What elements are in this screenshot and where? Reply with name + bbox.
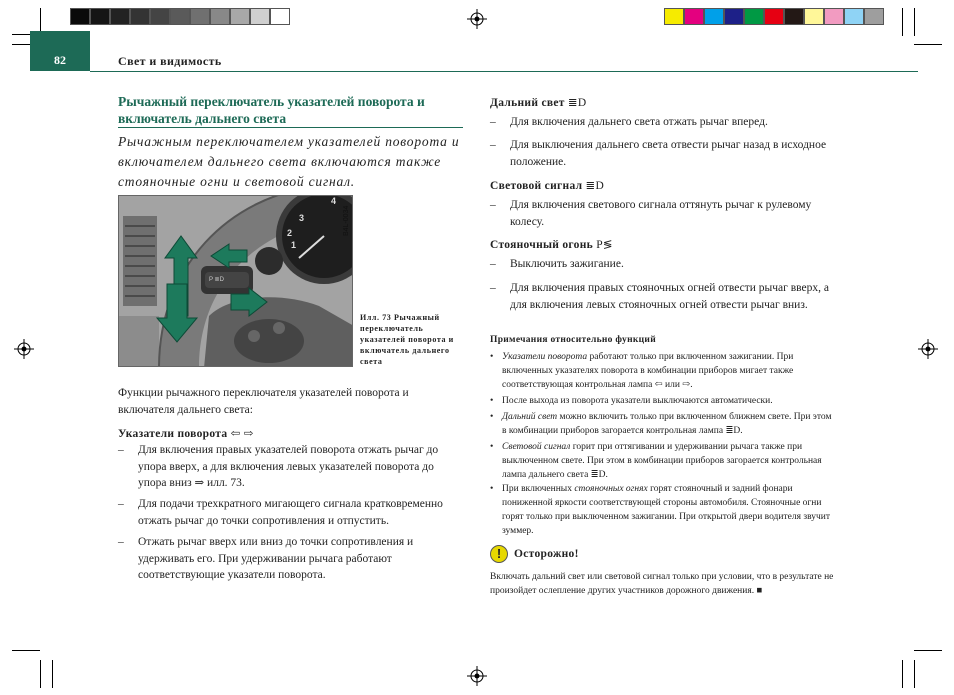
gauge-tick-label: 3 [299, 213, 305, 223]
list-item-text: Отжать рычаг вверх или вниз до точки сопротивления и удерживать его. При удерживании рычага работают соответствующие указатели поворота. [138, 536, 414, 581]
list-item-text: Для включения светового сигнала оттянуть рычаг к рулевому колесу. [510, 199, 812, 228]
color-swatch [704, 8, 724, 25]
color-swatch [130, 8, 150, 25]
svg-text:P ≣D: P ≣D [209, 277, 224, 283]
list-item: – Для включения светового сигнала оттянуть рычаг к рулевому колесу. [490, 197, 835, 231]
warning-text: Включать дальний свет или световой сигнал только при условии, что в результате не произойдет ослепление других участников дорожного движения. ■ [490, 572, 834, 596]
note-emphasis: стояночных огнях [574, 484, 648, 494]
figure-code: B4L-0034 [343, 205, 350, 236]
notes-heading: Примечания относительно функций [490, 335, 656, 345]
registration-mark-icon [918, 339, 938, 359]
list-item: – Для включения правых стояночных огней отвести рычаг вверх, а для включения левых стояночных огней отвести рычаг вниз. [490, 280, 835, 330]
list-item-text: Для включения правых указателей поворота отжать рычаг до упора вверх, а для включения левых указателей поворота до упора вниз ⇒ илл. 73. [138, 444, 439, 489]
registration-mark-icon [467, 9, 487, 29]
crop-mark [902, 660, 903, 688]
turn-signal-icon: ⇦ ⇨ [230, 428, 254, 440]
list-item-text: Для включения правых стояночных огней отвести рычаг вверх, а для включения левых стояночных огней отвести рычаг вниз. [510, 282, 830, 311]
page-number: 82 [54, 53, 66, 67]
flash-heading-text: Световой сигнал [490, 180, 583, 192]
note-item: • Световой сигнал горит при оттягивании и удерживании рычага также при выключенном свете. При этом в комбинации приборов загорается контрольная лампа дальнего света ≣D. [490, 442, 822, 480]
color-swatch [110, 8, 130, 25]
gauge-tick-label: 2 [287, 228, 293, 238]
color-swatch [804, 8, 824, 25]
note-item: • После выхода из поворота указатели выключаются автоматически. [490, 396, 773, 406]
list-item-text: Для подачи трехкратного мигающего сигнала кратковременно отжать рычаг до точки сопротивления и отпустить. [138, 498, 443, 527]
list-item: – Для выключения дальнего света отвести рычаг назад в исходное положение. [490, 137, 835, 171]
note-text: работают только при включенном зажигании. При включенных указателях поворота в комбинации приборов мигает также соответствующая контрольная лампа ⇦ или ⇨. [502, 352, 794, 390]
note-text: горят стояночный и задний фонари пониженной яркости соответствующей стороны автомобиля. Стояночные огни горят только при выключенном зажигании. При открытой двери водителя звучит зуммер. [502, 484, 831, 536]
gauge-tick-label: 1 [291, 240, 297, 250]
steering-lever-illustration [119, 196, 353, 367]
note-emphasis: Световой сигнал [502, 442, 571, 452]
color-swatch [864, 8, 884, 25]
figure-caption: Илл. 73 Рычажный переключатель указателей поворота и включатель дальнего света [360, 313, 454, 366]
color-swatch [784, 8, 804, 25]
crop-mark [914, 660, 915, 688]
color-swatch [744, 8, 764, 25]
parking-light-icon: P≶ [596, 239, 613, 251]
list-item: – Для включения правых указателей поворота отжать рычаг до упора вверх, а для включения левых указателей поворота до упора вниз ⇒ илл. 73. [118, 442, 463, 492]
list-item: – Отжать рычаг вверх или вниз до точки сопротивления и удерживать его. При удерживании рычага работают соответствующие указатели поворота. [118, 534, 463, 584]
note-item: • При включенных стояночных огнях горят стояночный и задний фонари пониженной яркости соответствующей стороны автомобиля. Стояночные огни горят только при выключенном зажигании. При открытой двери водителя звучит зуммер. [490, 484, 831, 536]
list-item: – Выключить зажигание. [490, 256, 835, 273]
high-beam-heading [490, 95, 586, 109]
parking-heading-text: Стояночный огонь [490, 239, 594, 251]
section-title: Рычажный переключатель указателей поворота и включатель дальнего света [118, 94, 425, 126]
figure-illustration-73 [118, 195, 353, 367]
crop-mark [902, 8, 903, 36]
warning-heading: Осторожно! [514, 548, 579, 560]
note-item: • Указатели поворота работают только при включенном зажигании. При включенных указателях поворота в комбинации приборов мигает также соответствующая контрольная лампа ⇦ или ⇨. [490, 352, 794, 390]
note-text: горит при оттягивании и удерживании рычага также при выключенном свете. При этом в комбинации приборов загорается контрольная лампа дальнего света ≣D. [502, 442, 822, 480]
color-swatch [170, 8, 190, 25]
list-item: – Для включения дальнего света отжать рычаг вперед. [490, 114, 835, 131]
turn-signals-heading-text: Указатели поворота [118, 428, 228, 440]
color-swatch [190, 8, 210, 25]
crop-mark [52, 660, 53, 688]
note-text: можно включить только при включенном ближнем свете. При этом в комбинации приборов загорается контрольная лампа ≣D. [502, 412, 832, 436]
color-swatch [270, 8, 290, 25]
note-emphasis: Дальний свет [502, 412, 558, 422]
header-rule [90, 71, 918, 72]
high-beam-icon: ≣D [567, 97, 587, 109]
flash-icon: ≣D [585, 180, 605, 192]
color-swatch [664, 8, 684, 25]
color-swatch [764, 8, 784, 25]
intro-paragraph: Рычажным переключателем указателей поворота и включателем дальнего света включаются также стояночные огни и световой сигнал. [118, 134, 460, 189]
color-swatch [150, 8, 170, 25]
list-item-text: Для включения дальнего света отжать рычаг вперед. [510, 116, 768, 128]
list-item-text: Для выключения дальнего света отвести рычаг назад в исходное положение. [510, 139, 827, 168]
flash-heading [490, 178, 604, 192]
running-header-title: Свет и видимость [118, 54, 222, 68]
note-text: После выхода из поворота указатели выключаются автоматически. [502, 396, 773, 406]
crop-mark [914, 8, 915, 36]
note-emphasis: Указатели поворота [502, 352, 588, 362]
color-swatch [70, 8, 90, 25]
list-item-text: Выключить зажигание. [510, 258, 624, 270]
warning-icon: ! [490, 545, 508, 563]
gauge-tick-label: 4 [331, 196, 337, 206]
color-swatch [824, 8, 844, 25]
color-swatch [844, 8, 864, 25]
high-beam-heading-text: Дальний свет [490, 97, 565, 109]
registration-mark-icon [467, 666, 487, 686]
color-swatch [250, 8, 270, 25]
parking-heading [490, 237, 613, 251]
note-item: • Дальний свет можно включить только при включенном ближнем свете. При этом в комбинации приборов загорается контрольная лампа ≣D. [490, 412, 832, 436]
registration-mark-icon [14, 339, 34, 359]
crop-mark [12, 650, 40, 651]
color-swatch [684, 8, 704, 25]
list-item: – Для подачи трехкратного мигающего сигнала кратковременно отжать рычаг до точки сопротивления и отпустить. [118, 496, 463, 530]
crop-mark [914, 44, 942, 45]
functions-paragraph: Функции рычажного переключателя указателей поворота и включателя дальнего света: [118, 387, 409, 416]
color-swatch [724, 8, 744, 25]
note-text: При включенных [502, 484, 575, 494]
crop-mark [914, 650, 942, 651]
color-swatch [210, 8, 230, 25]
color-swatch [90, 8, 110, 25]
crop-mark [40, 660, 41, 688]
color-swatch [230, 8, 250, 25]
turn-signals-heading [118, 426, 254, 440]
section-rule [118, 127, 463, 128]
